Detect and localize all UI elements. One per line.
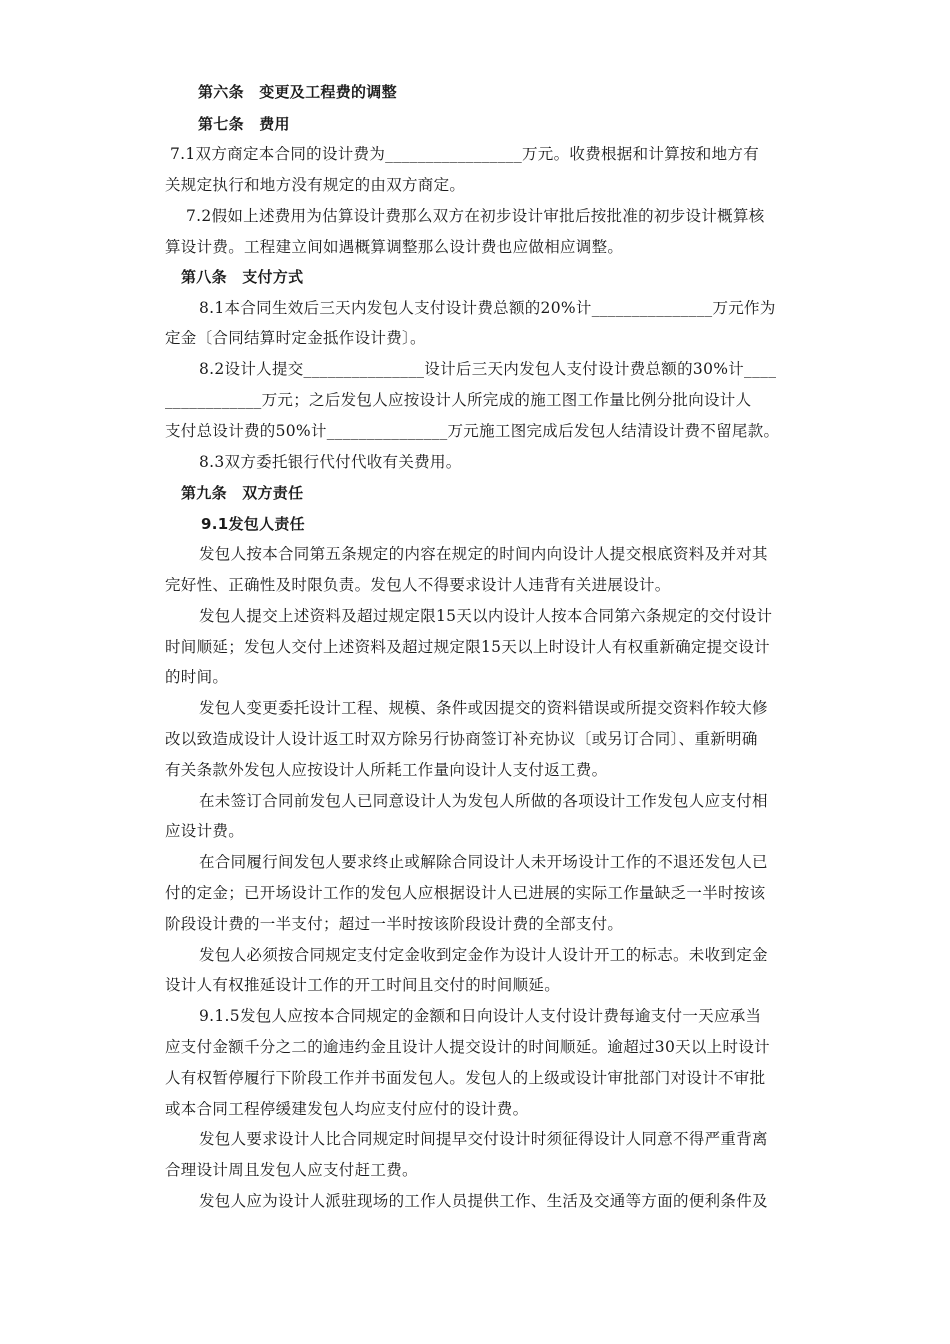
clause-8-2-line: 支付总设计费的50%计_______________万元施工图完成后发包人结清设计费不留尾款。 (165, 422, 780, 440)
paragraph-line: 完好性、正确性及时限负责。发包人不得要求设计人违背有关进展设计。 (165, 576, 671, 594)
clause-7-2-line: 7.2假如上述费用为估算设计费那么双方在初步设计审批后按批准的初步设计概算核 (186, 207, 765, 225)
clause-8-1-line: 定金〔合同结算时定金抵作设计费〕。 (165, 329, 426, 347)
article-8-heading: 第八条 支付方式 (181, 268, 304, 286)
paragraph-line: 时间顺延；发包人交付上述资料及超过规定限15天以上时设计人有权重新确定提交设计 (165, 638, 770, 656)
article-7-heading: 第七条 费用 (198, 115, 290, 133)
paragraph-line: 的时间。 (165, 668, 229, 686)
paragraph-line: 发包人必须按合同规定支付定金收到定金作为设计人设计开工的标志。未收到定金 (199, 946, 768, 964)
paragraph-line: 发包人应为设计人派驻现场的工作人员提供工作、生活及交通等方面的便利条件及 (199, 1192, 768, 1210)
paragraph-line: 设计人有权推延设计工作的开工时间且交付的时间顺延。 (165, 976, 561, 994)
paragraph-line: 在合同履行间发包人要求终止或解除合同设计人未开场设计工作的不退还发包人已 (199, 853, 768, 871)
clause-7-1-line: 关规定执行和地方没有规定的由双方商定。 (165, 176, 466, 194)
paragraph-line: 付的定金；已开场设计工作的发包人应根据设计人已进展的实际工作量缺乏一半时按该 (165, 884, 766, 902)
clause-9-1-heading: 9.1发包人责任 (201, 515, 305, 533)
paragraph-line: 阶段设计费的一半支付；超过一半时按该阶段设计费的全部支付。 (165, 915, 624, 933)
paragraph-line: 有关条款外发包人应按设计人所耗工作量向设计人支付返工费。 (165, 761, 608, 779)
paragraph-line: 改以致造成设计人设计返工时双方除另行协商签订补充协议〔或另订合同〕、重新明确 (165, 730, 758, 748)
article-9-heading: 第九条 双方责任 (181, 484, 304, 502)
clause-8-2-line: ____________万元；之后发包人应按设计人所完成的施工图工作量比例分批向设计人 (165, 391, 752, 409)
clause-7-2-line: 算设计费。工程建立间如遇概算调整那么设计费也应做相应调整。 (165, 238, 624, 256)
clause-9-1-5-line: 应支付金额千分之二的逾违约金且设计人提交设计的时间顺延。逾超过30天以上时设计 (165, 1038, 770, 1056)
clause-7-1-line: 7.1双方商定本合同的设计费为_________________万元。收费根据和计算按和地方有 (170, 145, 760, 163)
paragraph-line: 发包人按本合同第五条规定的内容在规定的时间内向设计人提交根底资料及并对其 (199, 545, 768, 563)
paragraph-line: 发包人提交上述资料及超过规定限15天以内设计人按本合同第六条规定的交付设计 (199, 607, 773, 625)
clause-9-1-5-line: 人有权暂停履行下阶段工作并书面发包人。发包人的上级或设计审批部门对设计不审批 (165, 1069, 766, 1087)
clause-8-3-line: 8.3双方委托银行代付代收有关费用。 (199, 453, 462, 471)
paragraph-line: 发包人变更委托设计工程、规模、条件或因提交的资料错误或所提交资料作较大修 (199, 699, 768, 717)
paragraph-line: 在未签订合同前发包人已同意设计人为发包人所做的各项设计工作发包人应支付相 (199, 792, 768, 810)
paragraph-line: 应设计费。 (165, 822, 245, 840)
article-6-heading: 第六条 变更及工程费的调整 (198, 83, 397, 101)
clause-9-1-5-line: 或本合同工程停缓建发包人均应支付应付的设计费。 (165, 1100, 529, 1118)
clause-9-1-5-line: 9.1.5发包人应按本合同规定的金额和日向设计人支付设计费每逾支付一天应承当 (199, 1007, 762, 1025)
paragraph-line: 合理设计周且发包人应支付赶工费。 (165, 1161, 418, 1179)
clause-8-1-line: 8.1本合同生效后三天内发包人支付设计费总额的20%计_______________万元作为 (199, 299, 776, 317)
clause-8-2-line: 8.2设计人提交_______________设计后三天内发包人支付设计费总额的30%计____ (199, 360, 777, 378)
paragraph-line: 发包人要求设计人比合同规定时间提早交付设计时须征得设计人同意不得严重背离 (199, 1130, 768, 1148)
